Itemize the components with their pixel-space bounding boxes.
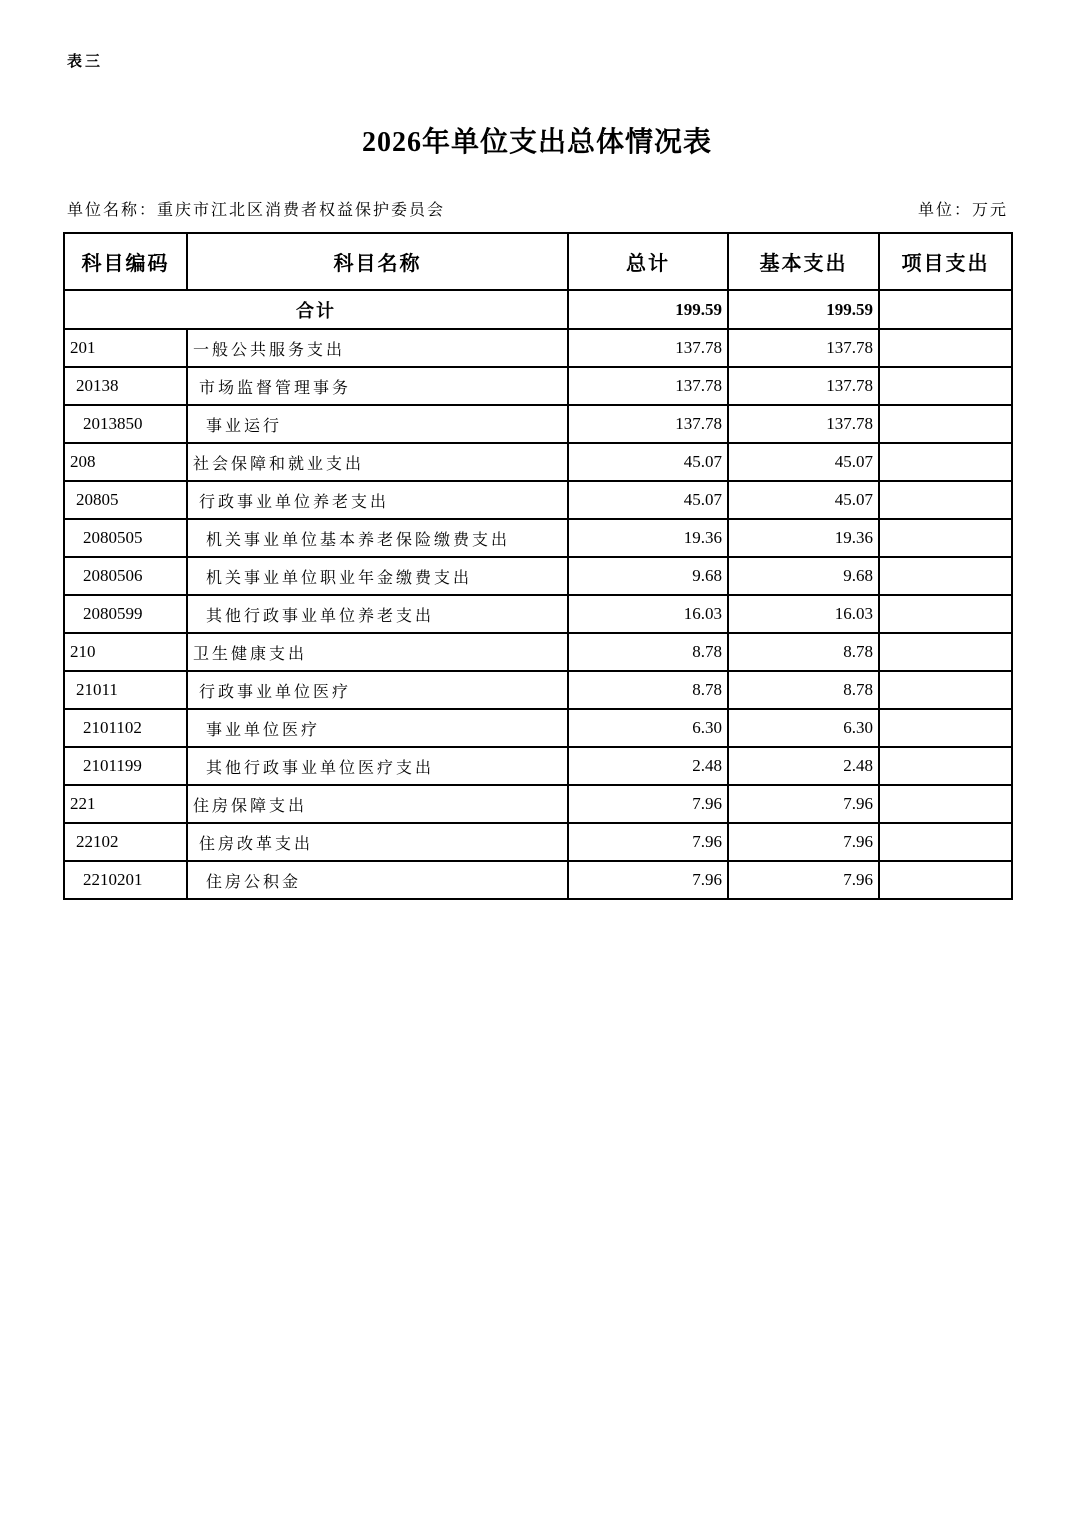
subject-code-cell: 2210201 bbox=[64, 861, 187, 899]
subject-name-cell: 一般公共服务支出 bbox=[187, 329, 568, 367]
subject-name-cell: 事业运行 bbox=[187, 405, 568, 443]
project-value-cell bbox=[879, 861, 1012, 899]
basic-value-cell: 8.78 bbox=[728, 671, 879, 709]
subject-code-cell: 22102 bbox=[64, 823, 187, 861]
subject-code-cell: 2101199 bbox=[64, 747, 187, 785]
total-value-cell: 16.03 bbox=[568, 595, 728, 633]
total-value-cell: 7.96 bbox=[568, 785, 728, 823]
basic-value-cell: 2.48 bbox=[728, 747, 879, 785]
table-row bbox=[64, 595, 1012, 633]
basic-value-cell: 7.96 bbox=[728, 823, 879, 861]
subject-name-cell: 事业单位医疗 bbox=[187, 709, 568, 747]
subject-name-cell: 其他行政事业单位养老支出 bbox=[187, 595, 568, 633]
grand-total-label-cell: 合计 bbox=[64, 290, 568, 329]
subject-code-cell: 20805 bbox=[64, 481, 187, 519]
table-number-label: 表三 bbox=[67, 53, 104, 70]
project-value-cell bbox=[879, 481, 1012, 519]
table-row bbox=[64, 367, 1012, 405]
subject-code-cell: 208 bbox=[64, 443, 187, 481]
subject-name-cell: 社会保障和就业支出 bbox=[187, 443, 568, 481]
subject-name-cell: 机关事业单位职业年金缴费支出 bbox=[187, 557, 568, 595]
expenditure-table bbox=[63, 232, 1013, 900]
basic-value-cell: 7.96 bbox=[728, 861, 879, 899]
grand-total-row bbox=[64, 290, 1012, 329]
basic-value-cell: 7.96 bbox=[728, 785, 879, 823]
column-header-total: 总计 bbox=[568, 233, 728, 290]
unit-name-label: 单位名称：重庆市江北区消费者权益保护委员会 bbox=[67, 202, 446, 219]
subject-name-cell: 行政事业单位医疗 bbox=[187, 671, 568, 709]
basic-value-cell: 45.07 bbox=[728, 481, 879, 519]
table-row bbox=[64, 861, 1012, 899]
project-value-cell bbox=[879, 519, 1012, 557]
project-value-cell bbox=[879, 709, 1012, 747]
project-value-cell bbox=[879, 823, 1012, 861]
total-value-cell: 137.78 bbox=[568, 329, 728, 367]
basic-value-cell: 6.30 bbox=[728, 709, 879, 747]
table-header-row bbox=[64, 233, 1012, 290]
subject-code-cell: 2013850 bbox=[64, 405, 187, 443]
column-header-project-expenditure: 项目支出 bbox=[879, 233, 1012, 290]
total-value-cell: 9.68 bbox=[568, 557, 728, 595]
table-row bbox=[64, 671, 1012, 709]
subject-name-cell: 住房公积金 bbox=[187, 861, 568, 899]
basic-value-cell: 137.78 bbox=[728, 405, 879, 443]
page-title: 2026年单位支出总体情况表 bbox=[361, 127, 712, 158]
column-header-subject-name: 科目名称 bbox=[187, 233, 568, 290]
basic-value-cell: 137.78 bbox=[728, 367, 879, 405]
total-value-cell: 45.07 bbox=[568, 443, 728, 481]
table-row bbox=[64, 823, 1012, 861]
grand-total-sum-cell: 199.59 bbox=[568, 290, 728, 329]
info-line bbox=[67, 197, 1008, 220]
subject-code-cell: 221 bbox=[64, 785, 187, 823]
grand-total-project-cell bbox=[879, 290, 1012, 329]
project-value-cell bbox=[879, 747, 1012, 785]
basic-value-cell: 9.68 bbox=[728, 557, 879, 595]
unit-of-measure-label: 单位：万元 bbox=[917, 202, 1008, 219]
table-row bbox=[64, 519, 1012, 557]
total-value-cell: 8.78 bbox=[568, 633, 728, 671]
subject-name-cell: 机关事业单位基本养老保险缴费支出 bbox=[187, 519, 568, 557]
total-value-cell: 137.78 bbox=[568, 367, 728, 405]
subject-code-cell: 2101102 bbox=[64, 709, 187, 747]
basic-value-cell: 8.78 bbox=[728, 633, 879, 671]
table-row bbox=[64, 481, 1012, 519]
project-value-cell bbox=[879, 443, 1012, 481]
total-value-cell: 7.96 bbox=[568, 823, 728, 861]
subject-name-cell: 行政事业单位养老支出 bbox=[187, 481, 568, 519]
subject-code-cell: 2080506 bbox=[64, 557, 187, 595]
grand-total-basic-cell: 199.59 bbox=[728, 290, 879, 329]
table-row bbox=[64, 443, 1012, 481]
total-value-cell: 19.36 bbox=[568, 519, 728, 557]
project-value-cell bbox=[879, 557, 1012, 595]
subject-code-cell: 210 bbox=[64, 633, 187, 671]
table-row bbox=[64, 405, 1012, 443]
table-row bbox=[64, 633, 1012, 671]
table-row bbox=[64, 557, 1012, 595]
total-value-cell: 45.07 bbox=[568, 481, 728, 519]
project-value-cell bbox=[879, 367, 1012, 405]
subject-name-cell: 卫生健康支出 bbox=[187, 633, 568, 671]
basic-value-cell: 16.03 bbox=[728, 595, 879, 633]
basic-value-cell: 137.78 bbox=[728, 329, 879, 367]
basic-value-cell: 45.07 bbox=[728, 443, 879, 481]
total-value-cell: 7.96 bbox=[568, 861, 728, 899]
table-row bbox=[64, 785, 1012, 823]
subject-code-cell: 21011 bbox=[64, 671, 187, 709]
project-value-cell bbox=[879, 595, 1012, 633]
subject-code-cell: 2080505 bbox=[64, 519, 187, 557]
subject-name-cell: 其他行政事业单位医疗支出 bbox=[187, 747, 568, 785]
total-value-cell: 137.78 bbox=[568, 405, 728, 443]
project-value-cell bbox=[879, 785, 1012, 823]
project-value-cell bbox=[879, 671, 1012, 709]
subject-name-cell: 市场监督管理事务 bbox=[187, 367, 568, 405]
table-row bbox=[64, 747, 1012, 785]
subject-name-cell: 住房保障支出 bbox=[187, 785, 568, 823]
total-value-cell: 8.78 bbox=[568, 671, 728, 709]
total-value-cell: 6.30 bbox=[568, 709, 728, 747]
project-value-cell bbox=[879, 405, 1012, 443]
project-value-cell bbox=[879, 633, 1012, 671]
total-value-cell: 2.48 bbox=[568, 747, 728, 785]
column-header-subject-code: 科目编码 bbox=[64, 233, 187, 290]
subject-code-cell: 20138 bbox=[64, 367, 187, 405]
table-row bbox=[64, 329, 1012, 367]
basic-value-cell: 19.36 bbox=[728, 519, 879, 557]
subject-name-cell: 住房改革支出 bbox=[187, 823, 568, 861]
table-row bbox=[64, 709, 1012, 747]
subject-code-cell: 2080599 bbox=[64, 595, 187, 633]
project-value-cell bbox=[879, 329, 1012, 367]
column-header-basic-expenditure: 基本支出 bbox=[728, 233, 879, 290]
subject-code-cell: 201 bbox=[64, 329, 187, 367]
